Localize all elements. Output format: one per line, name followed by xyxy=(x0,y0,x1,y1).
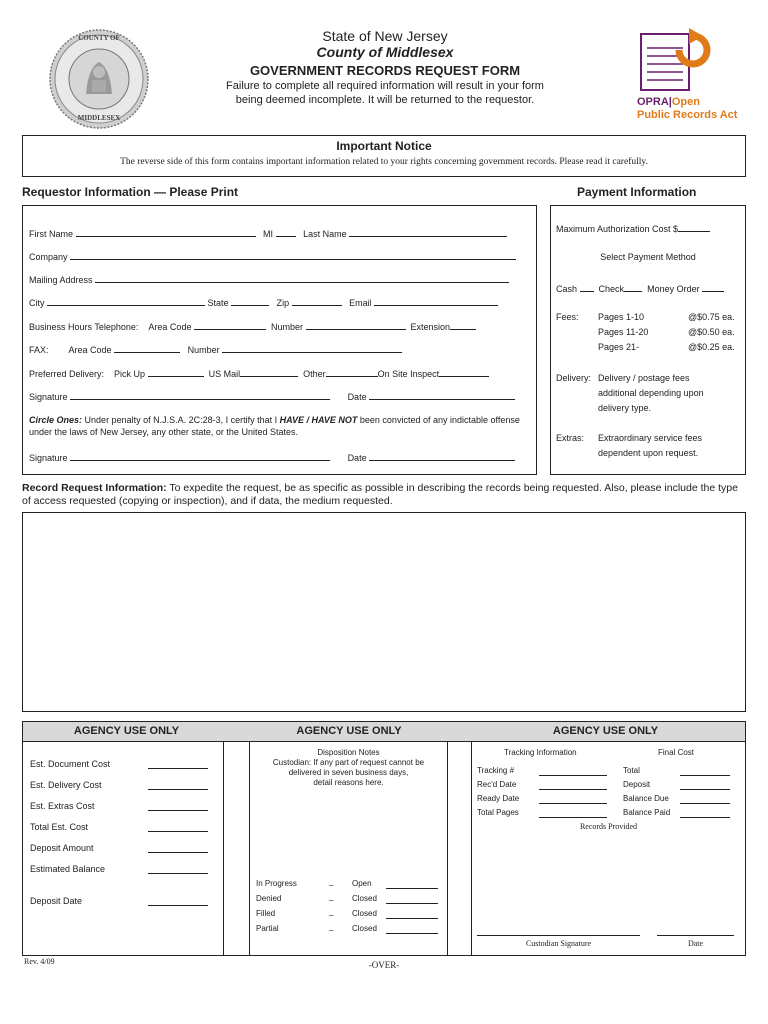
status-closed-3-label: Closed xyxy=(352,924,377,933)
status-open-field[interactable] xyxy=(386,879,438,889)
final-deposit-label: Deposit xyxy=(623,780,651,789)
preferred-delivery-label: Preferred Delivery: xyxy=(29,369,105,379)
zip-label: Zip xyxy=(276,298,290,308)
revision-label: Rev. 4/09 xyxy=(24,957,55,966)
est-delivery-cost-field[interactable] xyxy=(148,780,208,790)
fax-area-code-label: Area Code xyxy=(68,345,112,355)
signature-label-2: Signature xyxy=(29,453,68,463)
delivery-line-3: delivery type. xyxy=(598,403,652,413)
record-request-instructions xyxy=(22,482,746,508)
final-cost-title: Final Cost xyxy=(658,748,695,757)
logo-opra: OPRA xyxy=(637,96,669,108)
slash: / xyxy=(306,415,310,425)
other-field[interactable] xyxy=(326,367,378,377)
balance-paid-label: Balance Paid xyxy=(623,808,671,817)
city-field[interactable] xyxy=(47,296,205,306)
circle-ones-label: Circle Ones: xyxy=(29,415,83,425)
record-request-label: Record Request Information: xyxy=(22,482,167,494)
fee-cost-2: @$0.50 ea. xyxy=(688,327,735,337)
have-not-option[interactable]: HAVE NOT xyxy=(311,415,358,425)
status-closed-1-field[interactable] xyxy=(386,894,438,904)
first-name-field[interactable] xyxy=(76,227,256,237)
city-label: City xyxy=(29,298,45,308)
logo-public-records-act: Public Records Act xyxy=(637,109,738,121)
certification-text xyxy=(29,414,534,438)
status-partial-check[interactable]: _ xyxy=(329,922,334,931)
record-request-text-b: include the type of access requested (copying or inspection), and if data, the medium requested. xyxy=(22,482,738,507)
delivery-line-1: Delivery / postage fees xyxy=(598,373,690,383)
agency-heading-2: AGENCY USE ONLY xyxy=(244,722,454,741)
status-partial-label: Partial xyxy=(256,924,279,933)
payment-heading: Payment Information xyxy=(577,185,697,199)
cert-text-a: Under penalty of N.J.S.A. 2C:28-3, I certify that I xyxy=(84,415,278,425)
phone-number-label: Number xyxy=(270,322,303,332)
date-field-1[interactable] xyxy=(369,390,515,400)
phone-area-code-field[interactable] xyxy=(194,320,266,330)
first-name-label: First Name xyxy=(29,229,74,239)
status-closed-2-field[interactable] xyxy=(386,909,438,919)
custodian-signature-label: Custodian Signature xyxy=(525,939,592,948)
record-request-text-a: To expedite the request, be as specific as possible in describing the records being requested. Also, please xyxy=(169,482,662,494)
have-option[interactable]: HAVE xyxy=(279,415,304,425)
delivery-line-2: additional depending upon xyxy=(598,388,704,398)
ready-date-field[interactable] xyxy=(539,794,607,804)
email-label: Email xyxy=(349,298,372,308)
status-closed-3-field[interactable] xyxy=(386,924,438,934)
phone-number-field[interactable] xyxy=(306,320,406,330)
est-extras-cost-label: Est. Extras Cost xyxy=(30,801,95,811)
total-est-cost-label: Total Est. Cost xyxy=(30,822,89,832)
date-field-2[interactable] xyxy=(369,451,515,461)
disposition-line-1: Custodian: If any part of request cannot be xyxy=(272,758,425,767)
signature-field-2[interactable] xyxy=(70,451,330,461)
estimated-balance-field[interactable] xyxy=(148,864,208,874)
balance-due-label: Balance Due xyxy=(623,794,669,803)
tracking-number-field[interactable] xyxy=(539,766,607,776)
fee-pages-1: Pages 1-10 xyxy=(598,312,645,322)
deposit-amount-field[interactable] xyxy=(148,843,208,853)
status-denied-label: Denied xyxy=(256,894,282,903)
record-request-textarea[interactable] xyxy=(22,512,746,712)
extension-label: Extension xyxy=(410,322,451,332)
fax-area-code-field[interactable] xyxy=(114,343,180,353)
status-filled-label: Filled xyxy=(256,909,276,918)
deposit-date-label: Deposit Date xyxy=(30,896,83,906)
over-label: -OVER- xyxy=(368,960,400,970)
disposition-line-2: delivered in seven business days, xyxy=(288,768,409,777)
money-order-label: Money Order xyxy=(647,284,700,294)
custodian-date-label: Date xyxy=(687,939,704,948)
county-title: County of Middlesex xyxy=(316,44,454,60)
money-order-field[interactable] xyxy=(702,282,724,292)
county-seal xyxy=(48,28,150,130)
status-open-label: Open xyxy=(352,879,372,888)
state-title: State of New Jersey xyxy=(322,28,448,44)
business-phone-label: Business Hours Telephone: xyxy=(29,322,139,332)
mailing-address-field[interactable] xyxy=(95,273,509,283)
date-label-1: Date xyxy=(347,392,367,402)
tracking-number-label: Tracking # xyxy=(477,766,515,775)
important-notice-box xyxy=(22,135,746,177)
recd-date-field[interactable] xyxy=(539,780,607,790)
status-closed-1-label: Closed xyxy=(352,894,377,903)
extras-line-1: Extraordinary service fees xyxy=(598,433,703,443)
mi-field[interactable] xyxy=(276,227,296,237)
est-extras-cost-field[interactable] xyxy=(148,801,208,811)
fee-pages-3: Pages 21- xyxy=(598,342,640,352)
cash-label: Cash xyxy=(556,284,578,294)
final-deposit-field[interactable] xyxy=(680,780,730,790)
signature-field-1[interactable] xyxy=(70,390,330,400)
fee-cost-3: @$0.25 ea. xyxy=(688,342,735,352)
company-field[interactable] xyxy=(70,250,516,260)
status-denied-check[interactable]: _ xyxy=(329,892,334,901)
select-method-label: Select Payment Method xyxy=(600,252,696,262)
fax-label: FAX: xyxy=(29,345,49,355)
balance-paid-field[interactable] xyxy=(680,808,730,818)
extension-field[interactable] xyxy=(450,320,476,330)
balance-due-field[interactable] xyxy=(680,794,730,804)
final-total-field[interactable] xyxy=(680,766,730,776)
deposit-date-field[interactable] xyxy=(148,896,208,906)
disposition-line-3: detail reasons here. xyxy=(313,778,384,787)
extras-label: Extras: xyxy=(556,433,585,443)
ready-date-label: Ready Date xyxy=(477,794,520,803)
last-name-field[interactable] xyxy=(349,227,507,237)
requestor-heading: Requestor Information — Please Print xyxy=(22,185,239,199)
seal-text-bottom: MIDDLESEX xyxy=(77,114,121,122)
max-auth-label: Maximum Authorization Cost $ xyxy=(556,224,679,234)
status-in-progress-label: In Progress xyxy=(256,879,297,888)
estimated-balance-label: Estimated Balance xyxy=(30,864,106,874)
total-pages-field[interactable] xyxy=(539,808,607,818)
fee-cost-1: @$0.75 ea. xyxy=(688,312,735,322)
us-mail-field[interactable] xyxy=(240,367,298,377)
pick-up-field[interactable] xyxy=(148,367,204,377)
logo-open: Open xyxy=(671,96,700,108)
agency-heading-1: AGENCY USE ONLY xyxy=(23,722,230,741)
opra-logo: OPRA|Open Public Records Act xyxy=(635,28,745,124)
date-label-2: Date xyxy=(347,453,367,463)
status-closed-2-label: Closed xyxy=(352,909,377,918)
form-title: GOVERNMENT RECORDS REQUEST FORM xyxy=(249,63,521,78)
notice-text: The reverse side of this form contains important information related to your rights concerning government records. Please read it carefully. xyxy=(120,157,648,167)
seal-text-top: COUNTY OF xyxy=(78,34,120,42)
on-site-label: On Site Inspect xyxy=(377,369,440,379)
state-field[interactable] xyxy=(231,296,269,306)
zip-field[interactable] xyxy=(292,296,342,306)
deposit-amount-label: Deposit Amount xyxy=(30,843,94,853)
check-label: Check xyxy=(598,284,625,294)
est-delivery-cost-label: Est. Delivery Cost xyxy=(30,780,102,790)
total-pages-label: Total Pages xyxy=(477,808,519,817)
delivery-label: Delivery: xyxy=(556,373,592,383)
total-est-cost-field[interactable] xyxy=(148,822,208,832)
on-site-field[interactable] xyxy=(439,367,489,377)
custodian-date-line[interactable] xyxy=(657,935,734,936)
check-field[interactable] xyxy=(624,282,642,292)
signature-label-1: Signature xyxy=(29,392,68,402)
cert-text-c: offense under the laws of New Jersey, any other state, or the United States. xyxy=(29,415,520,437)
us-mail-label: US Mail xyxy=(208,369,241,379)
max-auth-field[interactable] xyxy=(678,222,710,232)
records-provided-label: Records Provided xyxy=(579,822,638,831)
recd-date-label: Rec'd Date xyxy=(477,780,517,789)
final-total-label: Total xyxy=(623,766,640,775)
fee-pages-2: Pages 11-20 xyxy=(598,327,649,337)
custodian-signature-line[interactable] xyxy=(477,935,640,936)
mailing-address-label: Mailing Address xyxy=(29,275,93,285)
phone-area-code-label: Area Code xyxy=(148,322,192,332)
fax-number-label: Number xyxy=(187,345,220,355)
agency-heading-3: AGENCY USE ONLY xyxy=(466,722,745,741)
cert-text-b: been convicted of any indictable xyxy=(359,415,488,425)
email-field[interactable] xyxy=(374,296,498,306)
state-label: State xyxy=(207,298,229,308)
fax-number-field[interactable] xyxy=(222,343,402,353)
other-label: Other xyxy=(303,369,326,379)
pick-up-label: Pick Up xyxy=(114,369,146,379)
warning-line-2: being deemed incomplete. It will be returned to the requestor. xyxy=(235,94,535,106)
notice-title: Important Notice xyxy=(336,139,432,153)
extras-line-2: dependent upon request. xyxy=(598,448,699,458)
fees-label: Fees: xyxy=(556,312,579,322)
tracking-title: Tracking Information xyxy=(504,748,577,757)
cash-field[interactable] xyxy=(580,282,594,292)
est-document-cost-field[interactable] xyxy=(148,759,208,769)
status-in-progress-check[interactable]: _ xyxy=(329,877,334,886)
disposition-title: Disposition Notes xyxy=(317,748,380,757)
status-filled-check[interactable]: _ xyxy=(329,907,334,916)
last-name-label: Last Name xyxy=(303,229,347,239)
company-label: Company xyxy=(29,252,68,262)
est-document-cost-label: Est. Document Cost xyxy=(30,759,111,769)
warning-line-1: Failure to complete all required information will result in your form xyxy=(226,80,544,92)
mi-label: MI xyxy=(263,229,274,239)
